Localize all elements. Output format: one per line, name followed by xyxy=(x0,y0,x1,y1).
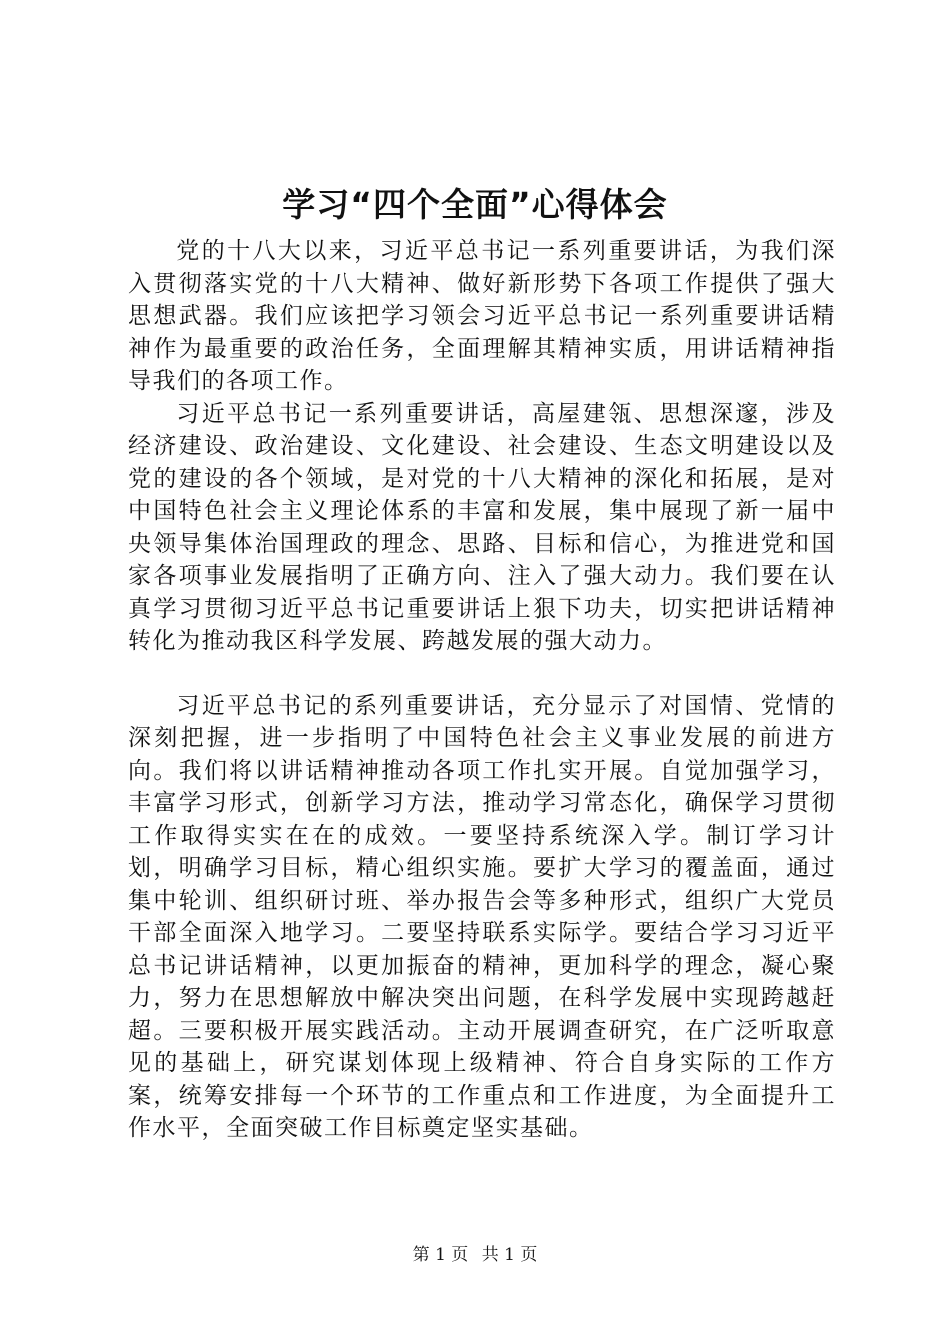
paragraph-1: 党的十八大以来，习近平总书记一系列重要讲话，为我们深入贯彻落实党的十八大精神、做好新形势下各项工作提供了强大思想武器。我们应该把学习领会习近平总书记一系列重要讲话精神作为最重要的政治任务，全面理解其精神实质，用讲话精神指导我们的各项工作。 xyxy=(128,238,836,394)
page-number: 第 1 页 xyxy=(412,1245,469,1265)
page-total: 共 1 页 xyxy=(481,1245,538,1265)
paragraph-2: 习近平总书记一系列重要讲话，高屋建瓴、思想深邃，涉及经济建设、政治建设、文化建设、社会建设、生态文明建设以及党的建设的各个领域，是对党的十八大精神的深化和拓展，是对中国特色社会主义理论体系的丰富和发展，集中展现了新一届中央领导集体治国理政的理念、思路、目标和信心，为推进党和国家各项事业发展指明了正确方向、注入了强大动力。我们要在认真学习贯彻习近平总书记重要讲话上狠下功夫，切实把讲话精神转化为推动我区科学发展、跨越发展的强大动力。 xyxy=(128,400,836,654)
paragraph-3: 习近平总书记的系列重要讲话，充分显示了对国情、党情的深刻把握，进一步指明了中国特色社会主义事业发展的前进方向。我们将以讲话精神推动各项工作扎实开展。自觉加强学习，丰富学习形式，创新学习方法，推动学习常态化，确保学习贯彻工作取得实实在在的成效。一要坚持系统深入学。制订学习计划，明确学习目标，精心组织实施。要扩大学习的覆盖面，通过集中轮训、组织研讨班、举办报告会等多种形式，组织广大党员干部全面深入地学习。二要坚持联系实际学。要结合学习习近平总书记讲话精神，以更加振奋的精神，更加科学的理念，凝心聚力，努力在思想解放中解决突出问题，在科学发展中实现跨越赶超。三要积极开展实践活动。主动开展调查研究，在广泛听取意见的基础上，研究谋划体现上级精神、符合自身实际的工作方案，统筹安排每一个环节的工作重点和工作进度，为全面提升工作水平，全面突破工作目标奠定坚实基础。 xyxy=(128,692,836,1141)
document-body xyxy=(128,235,836,1145)
document-title: 学习“四个全面”心得体会 xyxy=(282,185,668,224)
page-footer xyxy=(0,1244,950,1266)
